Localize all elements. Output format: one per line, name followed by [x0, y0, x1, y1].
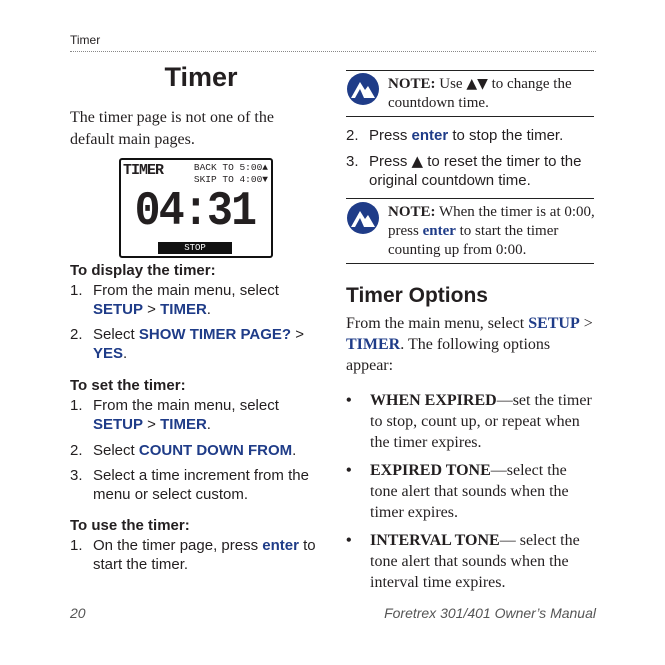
up-arrow-icon: ▲ — [262, 162, 268, 173]
screen-countdown: 04:31 — [134, 185, 256, 239]
setup-key: SETUP — [93, 301, 144, 318]
count-down-from-key: COUNT DOWN FROM — [138, 442, 293, 459]
screen-back-to: BACK TO 5:00▲ — [193, 162, 268, 173]
enter-key: enter — [262, 537, 299, 554]
up-arrow-icon: ▲ — [411, 152, 424, 170]
timer-key: TIMER — [160, 301, 207, 318]
up-down-arrows-icon: ▲▼ — [466, 76, 488, 92]
timer-options-heading: Timer Options — [346, 284, 488, 307]
note2-bottom-rule — [346, 263, 594, 264]
note-icon — [346, 201, 380, 235]
note-bottom-rule — [346, 116, 594, 117]
yes-key: YES — [93, 345, 124, 362]
set-timer-heading: To set the timer: — [70, 377, 186, 394]
note-icon — [346, 72, 380, 106]
page-title: Timer — [164, 62, 238, 92]
note-arrows: NOTE: Use ▲▼ to change the countdown time. — [388, 76, 572, 111]
note-count-up: NOTE: When the timer is at 0:00, press enter to start the timer counting up from 0:00. — [388, 204, 595, 258]
options-intro: From the main menu, select SETUP > TIMER. The following options appear: — [346, 315, 593, 374]
screen-skip-to: SKIP TO 4:00▼ — [193, 174, 268, 185]
header-divider — [70, 51, 596, 52]
screen-title: TIMER — [123, 162, 164, 179]
down-arrow-icon: ▼ — [262, 174, 268, 185]
running-header: Timer — [70, 33, 101, 47]
intro-paragraph: The timer page is not one of the default main pages. — [70, 109, 274, 148]
manual-title: Foretrex 301/401 Owner’s Manual — [384, 605, 596, 621]
display-timer-heading: To display the timer: — [70, 262, 216, 279]
note2-top-rule — [346, 198, 594, 199]
page-number: 20 — [70, 605, 86, 621]
show-timer-page-key: SHOW TIMER PAGE? — [138, 326, 292, 343]
use-timer-heading: To use the timer: — [70, 517, 190, 534]
device-screen-illustration — [119, 158, 273, 258]
screen-stop-button: STOP — [158, 242, 232, 254]
note-top-rule — [346, 70, 594, 71]
